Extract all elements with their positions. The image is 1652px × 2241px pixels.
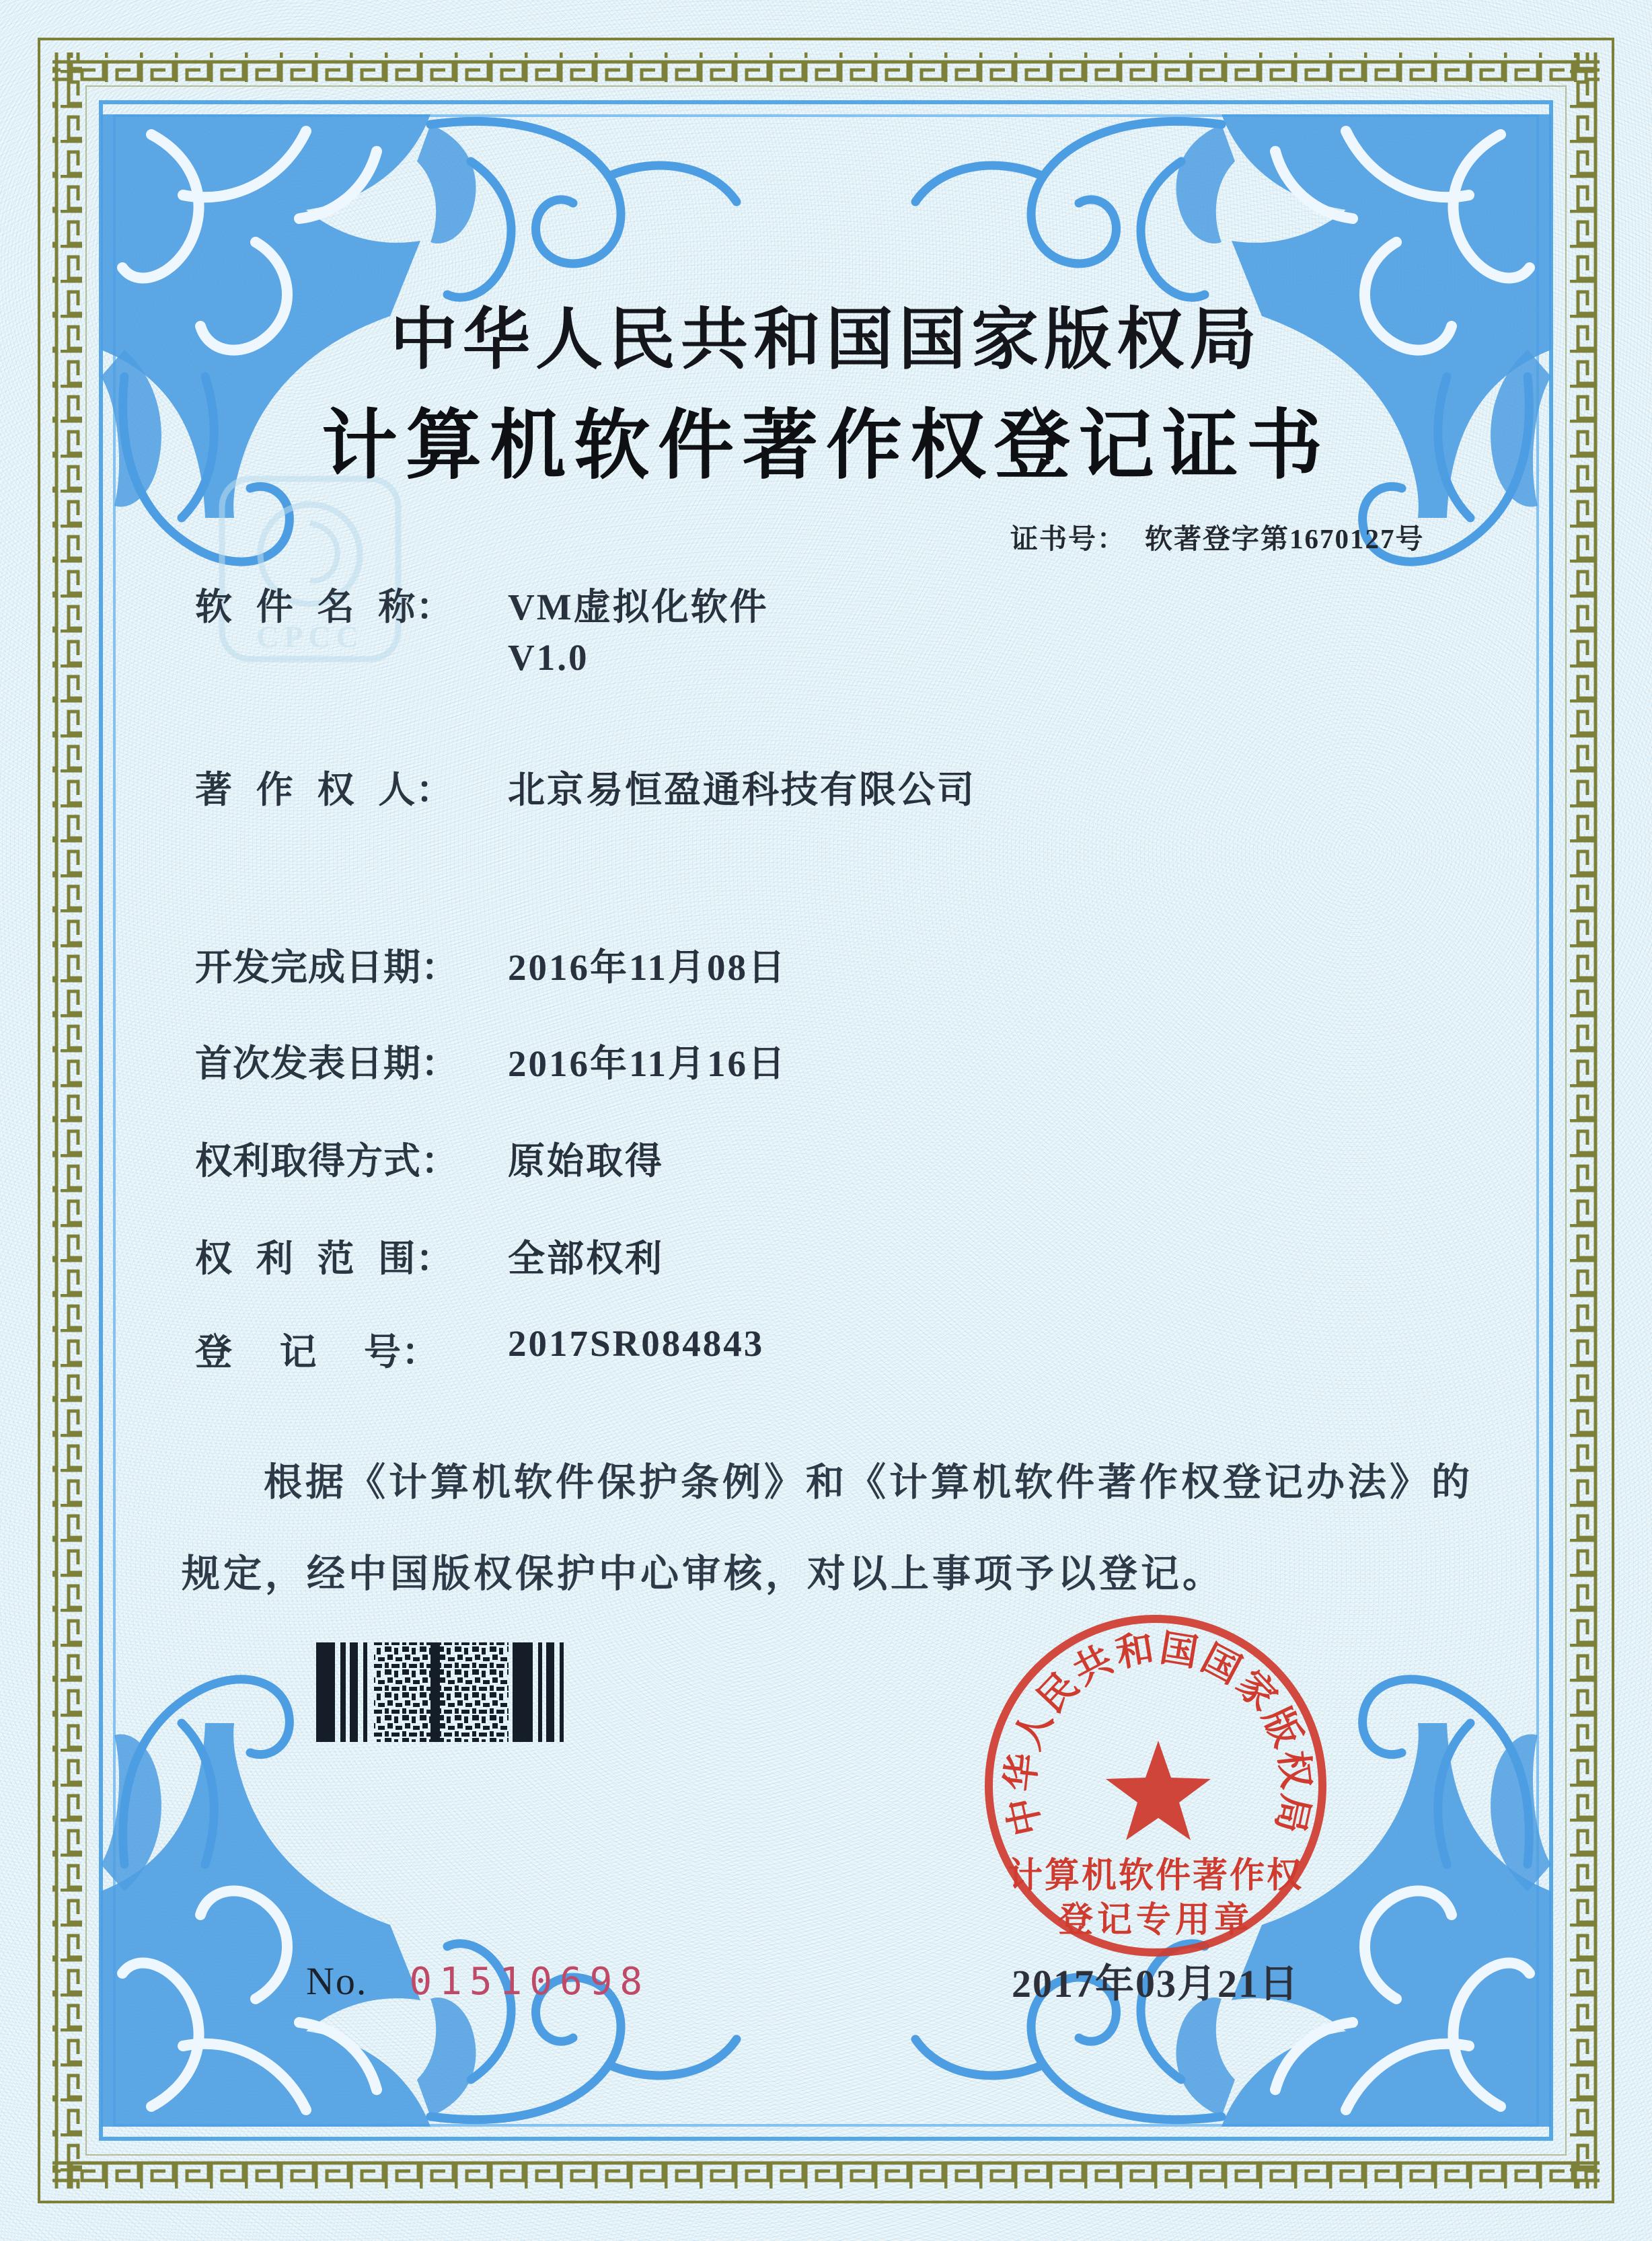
statement-line-2: 规定，经中国版权保护中心审核，对以上事项予以登记。 bbox=[182, 1553, 1224, 1595]
authority-title: 中华人民共和国国家版权局 bbox=[390, 303, 1262, 377]
certificate-number-line bbox=[1010, 517, 1425, 556]
statement-line-1: 根据《计算机软件保护条例》和《计算机软件著作权登记办法》的 bbox=[264, 1461, 1473, 1504]
field-label: 开发完成日期： bbox=[195, 947, 459, 988]
field-label: 权利取得方式： bbox=[195, 1141, 459, 1182]
field-label: 著 作 权 人： bbox=[195, 769, 454, 810]
field-value-version: V1.0 bbox=[508, 637, 589, 678]
cpcc-watermark-label: CPCC bbox=[256, 619, 364, 654]
serial-number-label: No. bbox=[306, 1959, 368, 2003]
certificate-number-label: 证书号： bbox=[1010, 523, 1126, 554]
certificate-number-value: 软著登字第1670127号 bbox=[1145, 523, 1425, 554]
field-value: 原始取得 bbox=[508, 1141, 665, 1182]
cpcc-watermark bbox=[222, 479, 398, 659]
field-value: 2017SR084843 bbox=[508, 1323, 765, 1364]
certificate-title: 计算机软件著作权登记证书 bbox=[322, 404, 1330, 488]
official-seal bbox=[989, 1619, 1322, 1952]
field-value: 2016年11月16日 bbox=[508, 1043, 787, 1084]
seal-line2: 登记专用章 bbox=[1057, 1901, 1254, 1940]
field-value: VM虚拟化软件 bbox=[508, 586, 769, 628]
field-label: 登 记 号： bbox=[195, 1332, 440, 1373]
seal-date: 2017年03月21日 bbox=[1011, 1962, 1300, 2006]
barcode bbox=[316, 1642, 564, 1742]
field-label: 软 件 名 称： bbox=[195, 586, 454, 628]
serial-number-value: 01510698 bbox=[409, 1960, 650, 2004]
field-label: 首次发表日期： bbox=[195, 1043, 459, 1084]
field-label: 权 利 范 围： bbox=[195, 1238, 454, 1279]
seal-line1: 计算机软件著作权 bbox=[1007, 1857, 1304, 1895]
seal-star-icon bbox=[1106, 1741, 1211, 1840]
field-value: 北京易恒盈通科技有限公司 bbox=[508, 769, 977, 810]
field-value: 全部权利 bbox=[508, 1238, 665, 1279]
corner-flourish-bottom-left bbox=[101, 1679, 737, 2127]
serial-number-line bbox=[306, 1959, 650, 2004]
seal-arc-text: 中华人民共和国国家版权局 bbox=[1000, 1627, 1317, 1839]
field-value: 2016年11月08日 bbox=[508, 947, 787, 988]
